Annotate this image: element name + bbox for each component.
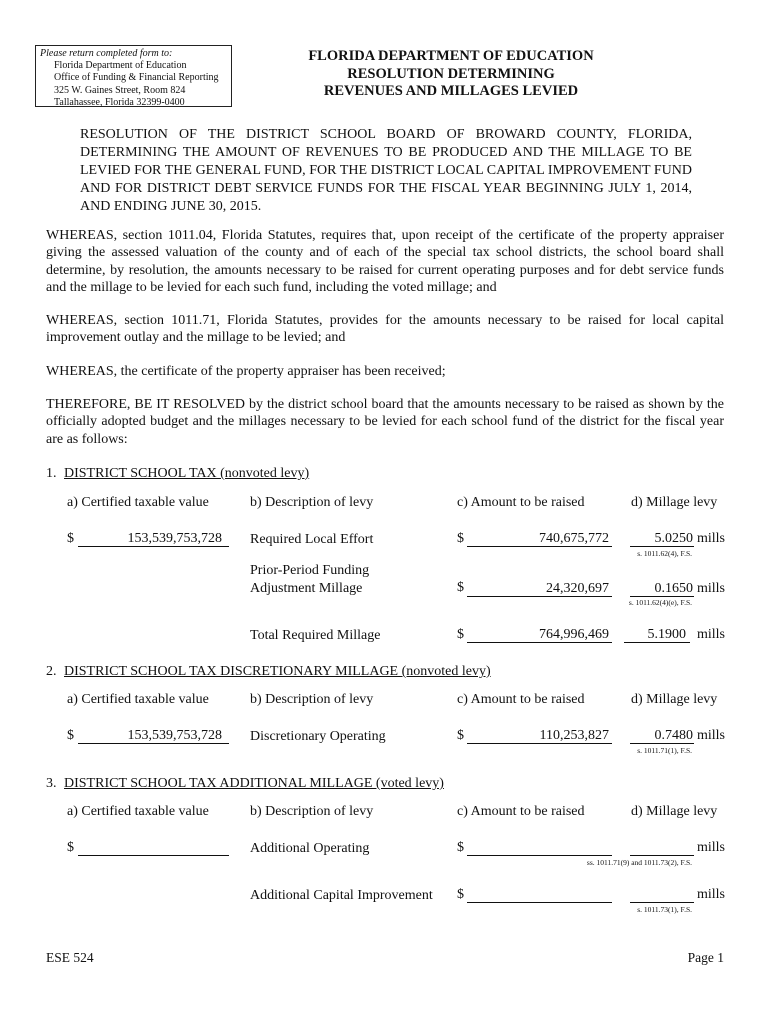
millage-line[interactable] — [630, 855, 694, 856]
col-c-header: c) Amount to be raised — [457, 495, 585, 510]
whereas-paragraph-1: WHEREAS, section 1011.04, Florida Statutes, requires that, upon receipt of the certificate of the property appraiser giving the assessed valuation of the county and of each of the special tax school districts, the school board shall determine, by resolution, the amounts necessary to be raised for current operating purposes and for debt service funds and the millage to be levied for each such fund, including the voted millage; and — [46, 228, 724, 296]
col-a-header: a) Certified taxable value — [67, 692, 209, 707]
return-address-box — [35, 45, 232, 107]
taxable-value-line[interactable] — [78, 855, 229, 856]
dollar-sign: $ — [67, 531, 74, 546]
amount-field[interactable]: 740,675,772 — [539, 531, 609, 546]
taxable-value-field[interactable]: 153,539,753,728 — [127, 531, 222, 546]
col-c-header: c) Amount to be raised — [457, 804, 585, 819]
amount-field[interactable]: 110,253,827 — [539, 728, 609, 743]
statute-reference: s. 1011.62(4), F.S. — [637, 549, 692, 558]
mills-unit: mills — [697, 887, 726, 902]
form-id: ESE 524 — [46, 950, 94, 965]
col-d-header: d) Millage levy — [631, 692, 718, 707]
dollar-sign: $ — [457, 531, 464, 546]
col-b-header: b) Description of levy — [250, 692, 374, 707]
statute-reference: s. 1011.71(1), F.S. — [637, 746, 692, 755]
return-address-line: Office of Funding & Financial Reporting — [54, 72, 219, 84]
statute-reference: s. 1011.73(1), F.S. — [637, 905, 692, 914]
millage-field[interactable]: 5.0250 — [654, 531, 693, 546]
mills-unit: mills — [697, 627, 726, 642]
mills-unit: mills — [697, 581, 726, 596]
col-b-header: b) Description of levy — [250, 804, 374, 819]
levy-description: Additional Capital Improvement — [250, 888, 433, 903]
amount-line[interactable] — [467, 855, 612, 856]
resolution-paragraph: RESOLUTION OF THE DISTRICT SCHOOL BOARD OF BROWARD COUNTY, FLORIDA, DETERMINING THE AMOUNT OF REVENUES TO BE PRODUCED AND THE MILLAGE TO BE LEVIED FOR THE GENERAL FUND, FOR THE DISTRICT LOCAL CAPITAL IMPROVEMENT FUND AND FOR DISTRICT DEBT SERVICE FUNDS FOR THE FISCAL YEAR BEGINNING JULY 1, 2014, AND ENDING JUNE 30, 2015. — [80, 127, 692, 214]
dollar-sign: $ — [457, 728, 464, 743]
levy-description: Additional Operating — [250, 841, 370, 856]
col-b-header: b) Description of levy — [250, 495, 374, 510]
page-number: Page 1 — [687, 950, 724, 965]
section-1-title: DISTRICT SCHOOL TAX (nonvoted levy) — [64, 466, 310, 481]
mills-unit: mills — [697, 840, 726, 855]
dollar-sign: $ — [457, 887, 464, 902]
amount-line[interactable] — [467, 902, 612, 903]
dollar-sign: $ — [457, 627, 464, 642]
dollar-sign: $ — [457, 840, 464, 855]
col-c-header: c) Amount to be raised — [457, 692, 585, 707]
mills-unit: mills — [697, 531, 726, 546]
col-a-header: a) Certified taxable value — [67, 495, 209, 510]
dollar-sign: $ — [457, 580, 464, 595]
section-2-number: 2. — [46, 664, 57, 679]
statute-reference: s. 1011.62(4)(e), F.S. — [628, 598, 692, 607]
amount-field[interactable]: 24,320,697 — [546, 581, 609, 596]
whereas-paragraph-3: WHEREAS, the certificate of the property appraiser has been received; — [46, 364, 446, 379]
millage-field[interactable]: 5.1900 — [647, 627, 686, 642]
section-3-number: 3. — [46, 776, 57, 791]
taxable-value-field[interactable]: 153,539,753,728 — [127, 728, 222, 743]
statute-reference: ss. 1011.71(9) and 1011.73(2), F.S. — [586, 858, 692, 867]
dollar-sign: $ — [67, 728, 74, 743]
millage-line[interactable] — [630, 902, 694, 903]
levy-description: Total Required Millage — [250, 628, 381, 643]
col-a-header: a) Certified taxable value — [67, 804, 209, 819]
levy-description: Required Local Effort — [250, 532, 374, 547]
title-line-3: REVENUES AND MILLAGES LEVIED — [323, 83, 579, 99]
return-address-line: 325 W. Gaines Street, Room 824 — [54, 84, 186, 96]
return-address-line: Tallahassee, Florida 32399-0400 — [54, 96, 185, 108]
section-1-number: 1. — [46, 466, 57, 481]
levy-description: Adjustment Millage — [250, 581, 363, 596]
section-2-title: DISTRICT SCHOOL TAX DISCRETIONARY MILLAGE (nonvoted levy) — [64, 664, 491, 679]
dollar-sign: $ — [67, 840, 74, 855]
amount-field[interactable]: 764,996,469 — [539, 627, 609, 642]
return-address-lead: Please return completed form to: — [40, 48, 173, 59]
mills-unit: mills — [697, 728, 726, 743]
col-d-header: d) Millage levy — [631, 495, 718, 510]
section-3-title: DISTRICT SCHOOL TAX ADDITIONAL MILLAGE (voted levy) — [64, 776, 444, 791]
whereas-paragraph-2: WHEREAS, section 1011.71, Florida Statutes, provides for the amounts necessary to be raised for local capital improvement outlay and the millage to be levied; and — [46, 313, 724, 346]
therefore-paragraph: THEREFORE, BE IT RESOLVED by the district school board that the amounts necessary to be raised as shown by the officially adopted budget and the millages necessary to be levied for each school fund of the district for the fiscal year are as follows: — [46, 397, 724, 447]
millage-field[interactable]: 0.7480 — [654, 728, 693, 743]
return-address-line: Florida Department of Education — [54, 60, 187, 72]
col-d-header: d) Millage levy — [631, 804, 718, 819]
document-title — [236, 48, 666, 101]
title-line-2: RESOLUTION DETERMINING — [347, 65, 555, 82]
levy-description: Discretionary Operating — [250, 729, 386, 744]
title-line-1: FLORIDA DEPARTMENT OF EDUCATION — [308, 48, 594, 64]
levy-description: Prior-Period Funding — [250, 563, 370, 578]
millage-field[interactable]: 0.1650 — [654, 581, 693, 596]
